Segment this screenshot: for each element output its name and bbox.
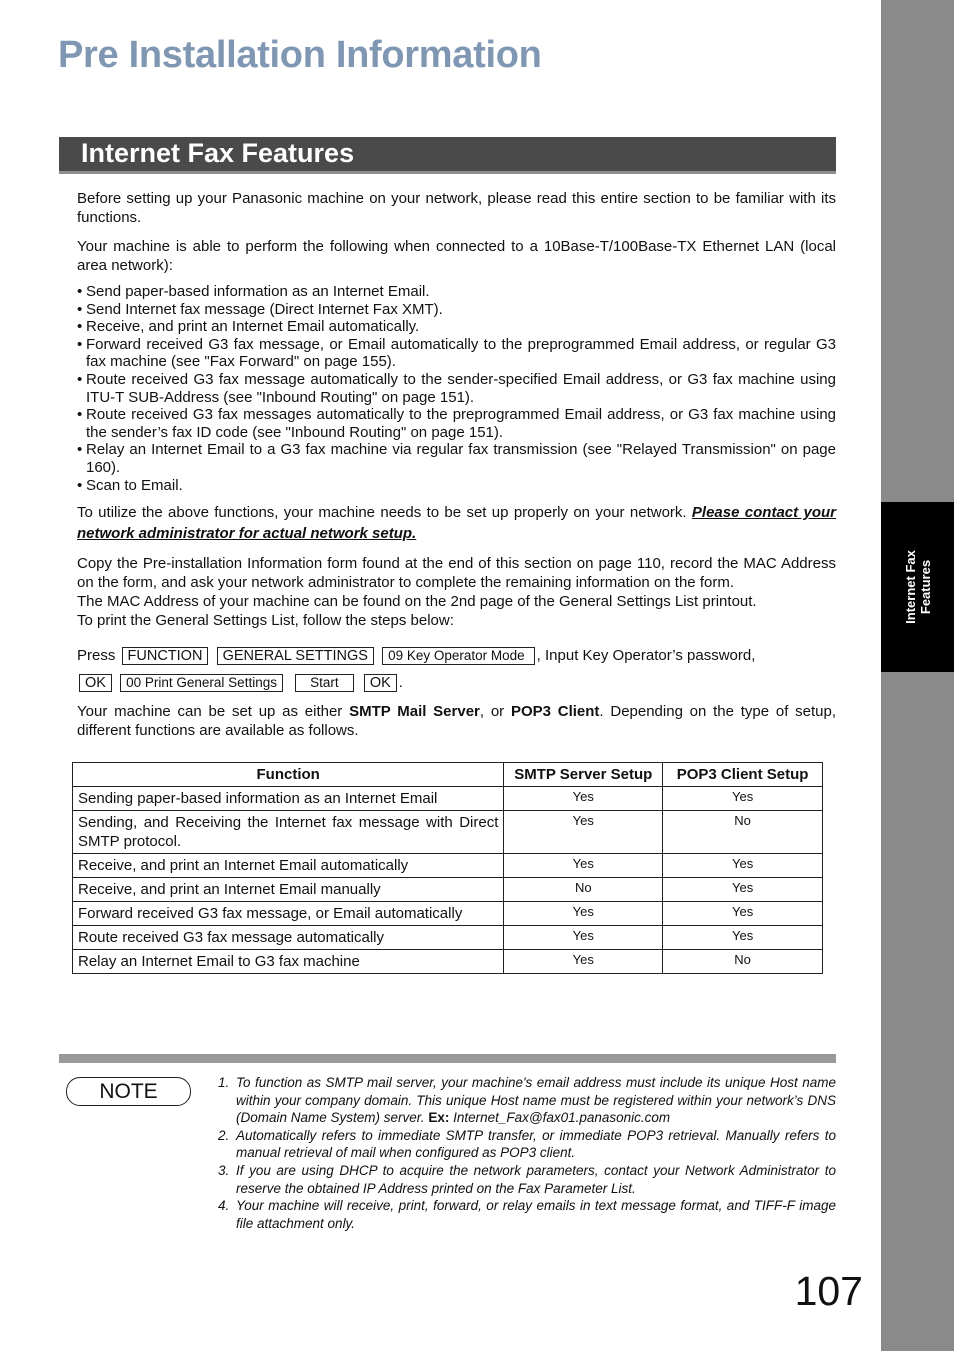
mac-address-paragraph: The MAC Address of your machine can be found on the 2nd page of the General Settings List printout. (77, 593, 757, 611)
smtp-cell: No (504, 878, 663, 902)
table-header-row (73, 763, 823, 787)
note-item (216, 1197, 836, 1232)
setup-text: To utilize the above functions, your machine needs to be set up properly on your network. (77, 504, 687, 522)
password-text: , Input Key Operator’s password, (536, 647, 756, 665)
main-content (77, 189, 836, 740)
ok-key: OK (364, 674, 397, 692)
note-divider (59, 1054, 836, 1063)
ok-key: OK (79, 674, 112, 692)
note-example-label: Ex: (428, 1110, 450, 1126)
note-text: Automatically refers to immediate SMTP transfer, or immediate POP3 retrieval. Manually refers to manual retrieval of mail when configured as POP3 client. (236, 1127, 836, 1161)
setup-types-before: Your machine can be set up as either (77, 703, 343, 721)
note-item (216, 1127, 836, 1162)
feature-item: • Relay an Internet Email to a G3 fax machine via regular fax transmission (see "Relayed Transmission" on page 160). (77, 441, 836, 476)
note-item (216, 1162, 836, 1197)
chapter-side-tab (881, 502, 954, 672)
setup-types-paragraph (77, 702, 836, 740)
key-operator-mode-key: 09 Key Operator Mode (382, 647, 535, 665)
copy-paragraph: Copy the Pre-installation Information form found at the end of this section on page 110, record the MAC Address on the form, and ask your network administrator to complete the remaining information on the form. (77, 555, 836, 592)
function-cell: Receive, and print an Internet Email manually (73, 878, 504, 902)
table-row (73, 902, 823, 926)
pop3-cell: Yes (663, 926, 823, 950)
pop3-cell: No (663, 811, 823, 854)
feature-item: • Route received G3 fax messages automatically to the preprogrammed Email address, or G3 fax machine using the sender’s fax ID code (see "Inbound Routing" on page 151). (77, 406, 836, 441)
pop3-cell: Yes (663, 787, 823, 811)
note-number: 1. (218, 1075, 230, 1090)
function-cell: Receive, and print an Internet Email automatically (73, 854, 504, 878)
feature-item: • Scan to Email. (77, 477, 836, 495)
page-title: Pre Installation Information (58, 34, 542, 76)
function-cell: Route received G3 fax message automatically (73, 926, 504, 950)
feature-item: • Send paper-based information as an Internet Email. (77, 283, 836, 301)
general-settings-key: GENERAL SETTINGS (217, 647, 374, 665)
section-header-bar (59, 137, 836, 174)
note-text: If you are using DHCP to acquire the network parameters, contact your Network Administrator to reserve the obtained IP Address printed on the Fax Parameter List. (236, 1162, 836, 1196)
note-number: 2. (218, 1127, 230, 1143)
side-tab-line1: Internet Fax (902, 550, 918, 624)
intro-paragraph-1: Before setting up your Panasonic machine on your network, please read this entire section to be familiar with its functions. (77, 190, 836, 226)
function-cell: Relay an Internet Email to G3 fax machine (73, 950, 504, 974)
note-item (216, 1074, 836, 1127)
pop3-cell: Yes (663, 902, 823, 926)
smtp-cell: Yes (504, 902, 663, 926)
notes-list (216, 1074, 836, 1232)
function-key: FUNCTION (122, 647, 209, 665)
smtp-cell: Yes (504, 854, 663, 878)
section-title: Internet Fax Features (81, 138, 355, 168)
header-smtp: SMTP Server Setup (504, 763, 663, 787)
smtp-cell: Yes (504, 950, 663, 974)
smtp-cell: Yes (504, 811, 663, 854)
note-text: To function as SMTP mail server, your machine's email address must include its unique Host name within your company domain. This unique Host name must be registered within your network’s DNS (Domain Name System) server. (236, 1075, 836, 1126)
feature-item: • Send Internet fax message (Direct Internet Fax XMT). (77, 301, 836, 319)
setup-emphasis: Please contact your network administrator for actual network setup. (77, 504, 836, 543)
setup-types-middle: , or (479, 703, 505, 721)
note-badge: NOTE (66, 1077, 191, 1106)
print-general-settings-key: 00 Print General Settings (120, 674, 283, 692)
pop3-cell: No (663, 950, 823, 974)
note-number: 4. (218, 1198, 230, 1214)
side-tab-line2: Features (917, 559, 933, 615)
press-word: Press (77, 647, 116, 665)
function-cell: Forward received G3 fax message, or Email automatically (73, 902, 504, 926)
header-pop3: POP3 Client Setup (663, 763, 823, 787)
table-row (73, 950, 823, 974)
table-row (73, 878, 823, 902)
smtp-cell: Yes (504, 787, 663, 811)
side-strip (881, 0, 954, 1351)
table-row (73, 854, 823, 878)
function-cell: Sending, and Receiving the Internet fax message with Direct SMTP protocol. (73, 811, 504, 854)
note-example-value: Internet_Fax@fax01.panasonic.com (453, 1110, 671, 1126)
table-row (73, 811, 823, 854)
setup-types-after: . Depending on the type of setup, different functions are available as follows. (77, 703, 837, 740)
key-sequence-end: . (398, 674, 403, 692)
feature-item: • Receive, and print an Internet Email automatically. (77, 318, 836, 336)
key-sequence (77, 642, 836, 696)
pop3-cell: Yes (663, 878, 823, 902)
start-key: Start (295, 674, 354, 692)
page-number: 107 (794, 1268, 863, 1314)
smtp-label: SMTP Mail Server (349, 703, 480, 721)
pop3-cell: Yes (663, 854, 823, 878)
table-row (73, 926, 823, 950)
intro-paragraph-2: Your machine is able to perform the following when connected to a 10Base-T/100Base-TX Ethernet LAN (local area network): (77, 238, 836, 274)
feature-item: • Forward received G3 fax message, or Email automatically to the preprogrammed Email address, or regular G3 fax machine (see "Fax Forward" on page 155). (77, 336, 836, 371)
table-row (73, 787, 823, 811)
feature-list (77, 283, 836, 494)
header-function: Function (73, 763, 504, 787)
setup-paragraph (77, 502, 836, 544)
function-cell: Sending paper-based information as an Internet Email (73, 787, 504, 811)
note-number: 3. (218, 1162, 230, 1178)
function-table (72, 762, 823, 974)
feature-item: • Route received G3 fax message automatically to the sender-specified Email address, or G3 fax machine using ITU-T SUB-Address (see "Inbound Routing" on page 151). (77, 371, 836, 406)
pop3-label: POP3 Client (510, 703, 600, 721)
chapter-side-tab-label (903, 550, 933, 624)
smtp-cell: Yes (504, 926, 663, 950)
print-instructions: To print the General Settings List, follow the steps below: (77, 612, 454, 630)
note-text: Your machine will receive, print, forward, or relay emails in text message format, and TIFF-F image file attachment only. (236, 1198, 836, 1231)
